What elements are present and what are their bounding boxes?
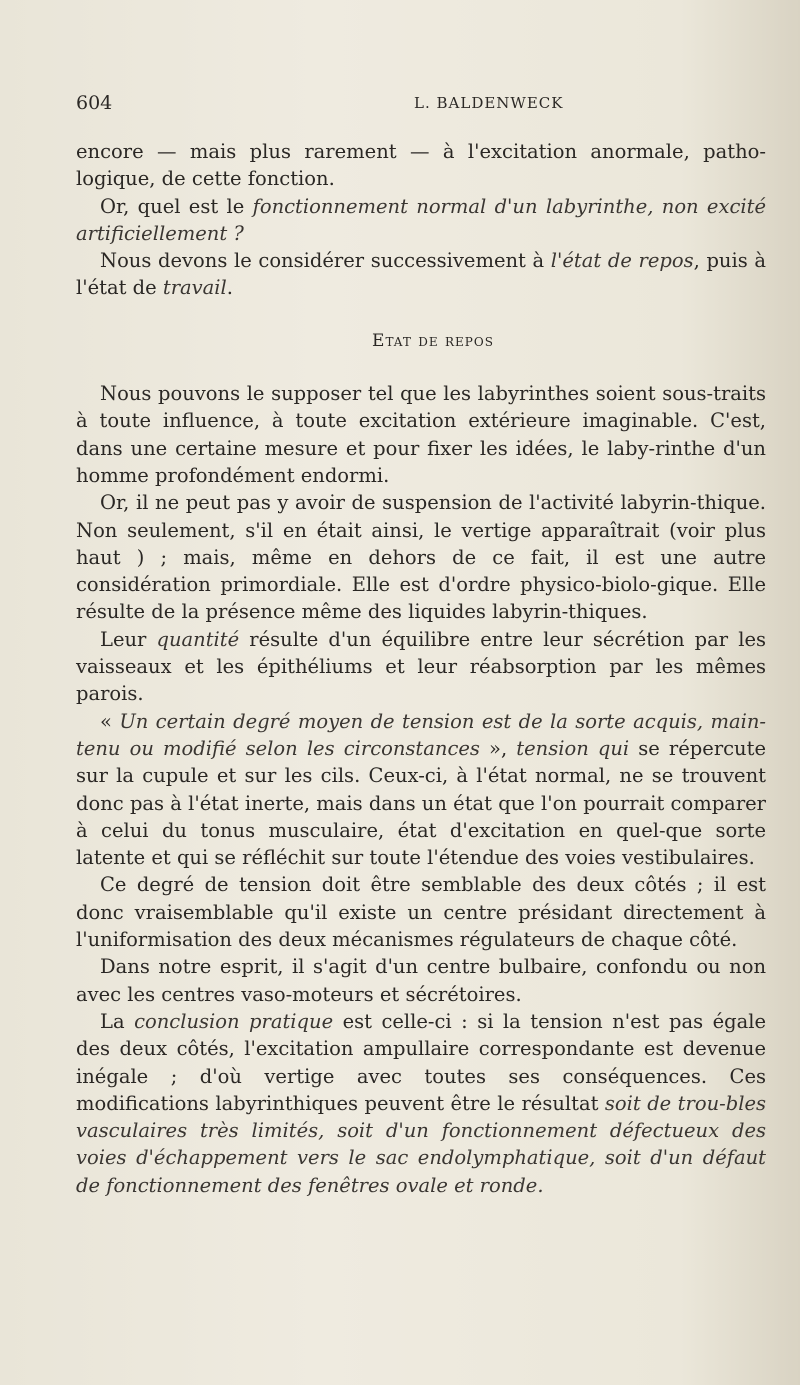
running-header <box>76 92 766 116</box>
paragraph-8: Ce degré de tension doit être semblable des deux côtés ; il est donc vraisemblable qu'il existe un centre présidant directement à l'uniformisation des deux mécanismes régulateurs de chaque côté. <box>76 873 766 952</box>
paragraph-6 <box>76 626 766 708</box>
p10-italic-b: conclusion pratique <box>134 1009 334 1033</box>
p2-italic-d: d'un labyrinthe, non excité artificiellement ? <box>76 194 767 245</box>
p7-text-e: se répercute sur la cupule et sur les cils. Ceux-ci, à l'état normal, ne se trouvent donc pas à l'état inerte, mais dans un état que l'on pourrait comparer à celui du tonus musculaire, état d'excitation en quel-que sorte latente et qui se réfléchit sur toute l'étendue des voies vestibulaires. <box>76 736 766 870</box>
p10-text-c: est celle-ci : si la tension n'est pas égale des deux côtés, l'excitation ampullaire correspondante est devenue inégale ; d'où vertige avec toutes ses conséquences. Ces modifications labyrinthiques peuvent être le résultat <box>76 1009 767 1115</box>
p7-italic-d: tension qui <box>516 736 630 760</box>
paragraph-10 <box>76 1008 766 1199</box>
paragraph-3 <box>76 247 766 302</box>
paragraph-9: Dans notre esprit, il s'agit d'un centre bulbaire, confondu ou non avec les centres vaso-moteurs et sécrétoires. <box>76 955 766 1006</box>
p6-text-c: résulte d'un équilibre entre leur sécrétion par les vaisseaux et les épithéliums et leur réabsorption par les mêmes parois. <box>76 627 767 706</box>
p3-italic-d: travail <box>162 276 227 300</box>
p6-text-a: Leur <box>100 627 157 651</box>
p7-text-a: « <box>100 709 120 733</box>
p2-text-c <box>486 195 494 218</box>
running-author: L. BALDENWECK <box>414 94 564 112</box>
paragraph-2 <box>76 193 766 248</box>
p3-italic-b: l'état de repos <box>550 249 694 273</box>
section-title: Etat de repos <box>372 330 494 351</box>
p3-text-e: . <box>226 276 233 300</box>
p2-text-a: Or, quel est le <box>100 194 253 218</box>
p2-italic-b: fonctionnement normal <box>252 194 487 218</box>
p7-italic-b: Un certain degré moyen de tension est de la sorte acquis, main-tenu ou modifié selon les circonstances <box>76 709 766 760</box>
p3-text-a: Nous devons le considérer successivement à <box>100 249 551 273</box>
paragraph-7 <box>76 708 766 872</box>
paragraph-1: encore — mais plus rarement — à l'excitation anormale, patho-logique, de cette fonction. <box>76 140 766 191</box>
body-text <box>76 138 766 1199</box>
p10-italic-d: soit de trou-bles vasculaires très limités, soit d'un fonctionnement défectueux des voies d'échappement vers le sac endolymphatique, soit d'un défaut de fonctionnement des fenêtres ovale et ronde. <box>76 1091 766 1197</box>
paragraph-5: Or, il ne peut pas y avoir de suspension de l'activité labyrin-thique. Non seulement, s'il en était ainsi, le vertige apparaîtrait (voir plus haut ) ; mais, même en dehors de ce fait, il est une autre considération primordiale. Elle est d'ordre physico-biolo-gique. Elle résulte de la présence même des liquides labyrin-thiques. <box>76 491 766 624</box>
p3-text-c: , puis à l'état de <box>76 249 766 300</box>
p10-text-a: La <box>100 1009 135 1033</box>
p6-italic-b: quantité <box>156 627 240 651</box>
paragraph-4: Nous pouvons le supposer tel que les labyrinthes soient sous-traits à toute influence, à toute excitation extérieure imaginable. C'est, dans une certaine mesure et pour fixer les idées, le laby-rinthe d'un homme profondément endormi. <box>76 382 766 487</box>
page-number: 604 <box>76 92 113 114</box>
p7-text-c: », <box>479 736 517 760</box>
